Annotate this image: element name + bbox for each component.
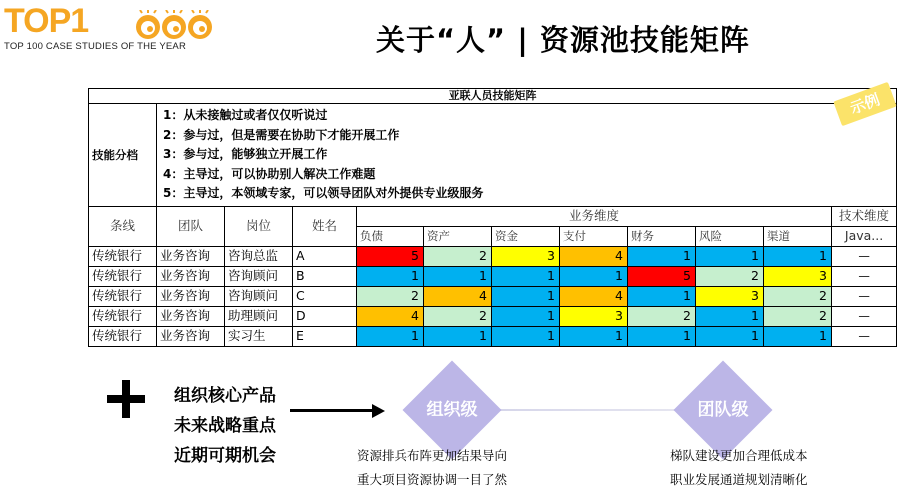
cell-team: 业务咨询 (157, 246, 225, 266)
focus-item: 未来战略重点 (174, 416, 276, 436)
cell-team: 业务咨询 (157, 306, 225, 326)
score-cell: 1 (560, 326, 628, 346)
score-cell: 1 (424, 326, 492, 346)
score-cell: 1 (492, 266, 560, 286)
cell-line: 传统银行 (89, 286, 157, 306)
header-business-dimension: 业务维度 (357, 206, 832, 226)
cell-post: 咨询顾问 (225, 266, 293, 286)
score-cell: 1 (560, 266, 628, 286)
matrix-row (89, 246, 897, 266)
score-cell: 4 (424, 286, 492, 306)
score-cell: 1 (764, 246, 832, 266)
cell-name: A (293, 246, 357, 266)
header-name: 姓名 (293, 206, 357, 246)
arrow-right-icon (290, 404, 386, 418)
score-cell: 2 (628, 306, 696, 326)
score-cell: 1 (492, 326, 560, 346)
caption-line: 重大项目资源协调一目了然 (357, 472, 508, 487)
focus-item: 组织核心产品 (174, 386, 276, 406)
header-line: 条线 (89, 206, 157, 246)
cell-name: D (293, 306, 357, 326)
cell-line: 传统银行 (89, 306, 157, 326)
business-col-header: 负债 (357, 226, 424, 246)
org-level-captions (357, 444, 507, 492)
tech-score-cell: — (832, 286, 897, 306)
score-cell: 3 (764, 266, 832, 286)
score-cell: 2 (357, 286, 424, 306)
score-cell: 3 (696, 286, 764, 306)
org-level-label: 组织级 (426, 400, 478, 420)
score-cell: 1 (696, 246, 764, 266)
score-cell: 2 (424, 306, 492, 326)
page-title: 关于“人” | 资源池技能矩阵 (376, 23, 750, 57)
legend-item: 3：参与过，能够独立开展工作 (163, 147, 328, 161)
cell-name: B (293, 266, 357, 286)
cell-name: E (293, 326, 357, 346)
caption-line: 梯队建设更加合理低成本 (670, 448, 808, 463)
cell-post: 咨询顾问 (225, 286, 293, 306)
tech-score-cell: — (832, 266, 897, 286)
matrix-title: 亚联人员技能矩阵 (89, 89, 897, 104)
score-cell: 5 (628, 266, 696, 286)
score-cell: 4 (357, 306, 424, 326)
tech-col-header: Java... (832, 226, 897, 246)
score-cell: 3 (492, 246, 560, 266)
score-cell: 4 (560, 286, 628, 306)
score-cell: 1 (357, 326, 424, 346)
score-cell: 1 (764, 326, 832, 346)
business-col-header: 资产 (424, 226, 492, 246)
business-col-header: 风险 (696, 226, 764, 246)
score-cell: 1 (628, 246, 696, 266)
cell-line: 传统银行 (89, 246, 157, 266)
cell-name: C (293, 286, 357, 306)
connector-line (500, 409, 683, 411)
score-cell: 4 (560, 246, 628, 266)
logo-eyes-icon (134, 10, 214, 40)
cell-team: 业务咨询 (157, 266, 225, 286)
score-cell: 5 (357, 246, 424, 266)
matrix-row (89, 326, 897, 346)
caption-line: 资源排兵布阵更加结果导向 (357, 448, 508, 463)
header-team: 团队 (157, 206, 225, 246)
legend-item: 2：参与过，但是需要在协助下才能开展工作 (163, 127, 400, 142)
tech-score-cell: — (832, 306, 897, 326)
header-post: 岗位 (225, 206, 293, 246)
header-tech-dimension: 技术维度 (832, 206, 897, 226)
cell-post: 助理顾问 (225, 306, 293, 326)
score-cell: 1 (357, 266, 424, 286)
business-col-header: 资金 (492, 226, 560, 246)
business-col-header: 财务 (628, 226, 696, 246)
score-cell: 1 (628, 326, 696, 346)
logo-word: TOP1 (4, 2, 89, 40)
example-badge: 示例 (833, 82, 896, 126)
tech-score-cell: — (832, 326, 897, 346)
matrix-row (89, 286, 897, 306)
legend-label: 技能分档 (89, 104, 157, 207)
business-col-header: 渠道 (764, 226, 832, 246)
focus-item: 近期可期机会 (174, 446, 276, 466)
logo-tagline: TOP 100 CASE STUDIES OF THE YEAR (4, 41, 187, 52)
tech-score-cell: — (832, 246, 897, 266)
score-cell: 1 (628, 286, 696, 306)
matrix-row (89, 266, 897, 286)
matrix-row (89, 306, 897, 326)
team-level-captions (670, 444, 808, 492)
cell-team: 业务咨询 (157, 286, 225, 306)
score-cell: 2 (696, 266, 764, 286)
score-cell: 1 (696, 306, 764, 326)
score-cell: 1 (696, 326, 764, 346)
caption-line: 职业发展通道规划清晰化 (670, 472, 808, 487)
cell-team: 业务咨询 (157, 326, 225, 346)
legend-item: 5：主导过，本领域专家，可以领导团队对外提供专业级服务 (163, 186, 484, 200)
team-level-label: 团队级 (697, 400, 749, 420)
cell-post: 咨询总监 (225, 246, 293, 266)
score-cell: 3 (560, 306, 628, 326)
legend-item: 4：主导过，可以协助别人解决工作难题 (163, 166, 376, 181)
plus-icon (107, 380, 145, 418)
legend-item: 1：从未接触过或者仅仅听说过 (163, 108, 328, 122)
skill-matrix (88, 88, 896, 353)
score-cell: 2 (424, 246, 492, 266)
cell-line: 传统银行 (89, 266, 157, 286)
cell-post: 实习生 (225, 326, 293, 346)
cell-line: 传统银行 (89, 326, 157, 346)
top100-logo (4, 4, 234, 56)
score-cell: 1 (492, 286, 560, 306)
score-cell: 1 (492, 306, 560, 326)
score-cell: 2 (764, 306, 832, 326)
focus-list (174, 381, 276, 471)
business-col-header: 支付 (560, 226, 628, 246)
score-cell: 1 (424, 266, 492, 286)
score-cell: 2 (764, 286, 832, 306)
skill-legend (157, 104, 897, 207)
skill-matrix-table (88, 88, 897, 347)
